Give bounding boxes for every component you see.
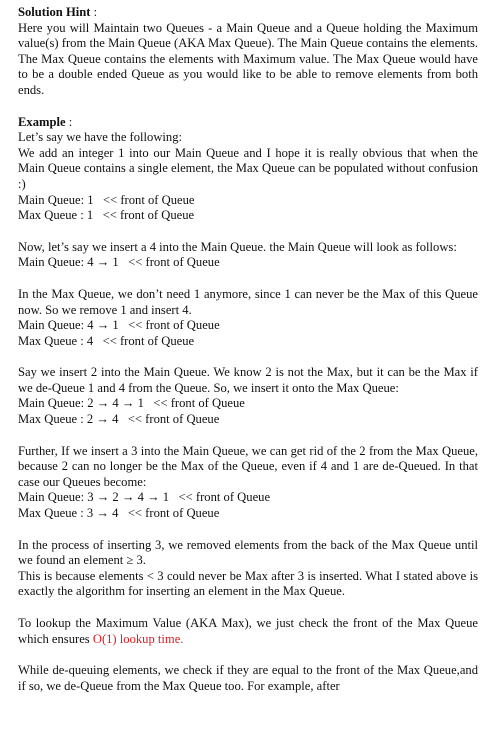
state-5-max-queue: Max Queue : 3 → 4 << front of Queue — [18, 506, 220, 521]
solution-hint-colon: : — [90, 5, 98, 19]
example-colon: : — [65, 114, 73, 129]
state-5-main-queue: Main Queue: 3 → 2 → 4 → 1 << front of Queue — [18, 490, 271, 505]
lookup-complexity: O(1) lookup time. — [92, 631, 184, 646]
state-4-main-queue: Main Queue: 2 → 4 → 1 << front of Queue — [18, 396, 245, 411]
state-2-main-queue: Main Queue: 4 → 1 << front of Queue — [18, 255, 220, 270]
example-heading: Example — [18, 114, 66, 129]
state-3-main-queue: Main Queue: 4 → 1 << front of Queue — [18, 318, 220, 333]
example-section — [18, 115, 478, 193]
paragraph-algorithm-explanation: This is because elements < 3 could never be Max after 3 is inserted. What I stated above is exactly the algorithm for inserting an element in the Max Queue. — [18, 568, 478, 599]
state-1-main-queue: Main Queue: 1 << front of Queue — [18, 192, 195, 207]
solution-hint-body: Here you will Maintain two Queues - a Main Queue and a Queue holding the Maximum value(s) from the Main Queue (AKA Max Queue). The Main Queue contains the elements. The Max Queue contains the elements with Maximum value. The Max Queue would have to be a double ended Queue as you would like to be able to remove elements from both ends. — [18, 20, 478, 97]
document-page — [18, 5, 478, 694]
paragraph-remove-1: In the Max Queue, we don’t need 1 anymore, since 1 can never be the Max of this Queue now. So we remove 1 and insert 4. — [18, 286, 478, 317]
paragraph-insert-2: Say we insert 2 into the Main Queue. We know 2 is not the Max, but it can be the Max if we de-Queue 1 and 4 from the Queue. So, we insert it onto the Max Queue: — [18, 365, 478, 395]
solution-hint-section — [18, 5, 478, 99]
state-1-max-queue: Max Queue : 1 << front of Queue — [18, 208, 195, 223]
paragraph-insert-process: In the process of inserting 3, we removed elements from the back of the Max Queue until we found an element ≥ 3. — [18, 537, 478, 568]
state-4-max-queue: Max Queue : 2 → 4 << front of Queue — [18, 412, 220, 427]
example-intro-paragraph: We add an integer 1 into our Main Queue and I hope it is really obvious that when the Main Queue contains a single element, the Max Queue can be populated without confusion :) — [18, 145, 478, 191]
example-intro-line: Let’s say we have the following: — [18, 130, 183, 145]
solution-hint-heading: Solution Hint — [18, 5, 91, 19]
paragraph-insert-3: Further, If we insert a 3 into the Main Queue, we can get rid of the 2 from the Max Queue, because 2 can no longer be the Max of the Queue, even if 4 and 1 are de-Queued. In that case our Queues become: — [18, 443, 478, 489]
lookup-text: To lookup the Maximum Value (AKA Max), we just check the front of the Max Queue which ensures — [18, 616, 478, 646]
paragraph-lookup — [18, 616, 478, 647]
paragraph-dequeue: While de-queuing elements, we check if they are equal to the front of the Max Queue,and if so, we de-Queue from the Max Queue too. For example, after — [18, 663, 478, 693]
state-3-max-queue: Max Queue : 4 << front of Queue — [18, 333, 195, 348]
paragraph-insert-4: Now, let’s say we insert a 4 into the Main Queue. the Main Queue will look as follows: — [18, 239, 457, 254]
